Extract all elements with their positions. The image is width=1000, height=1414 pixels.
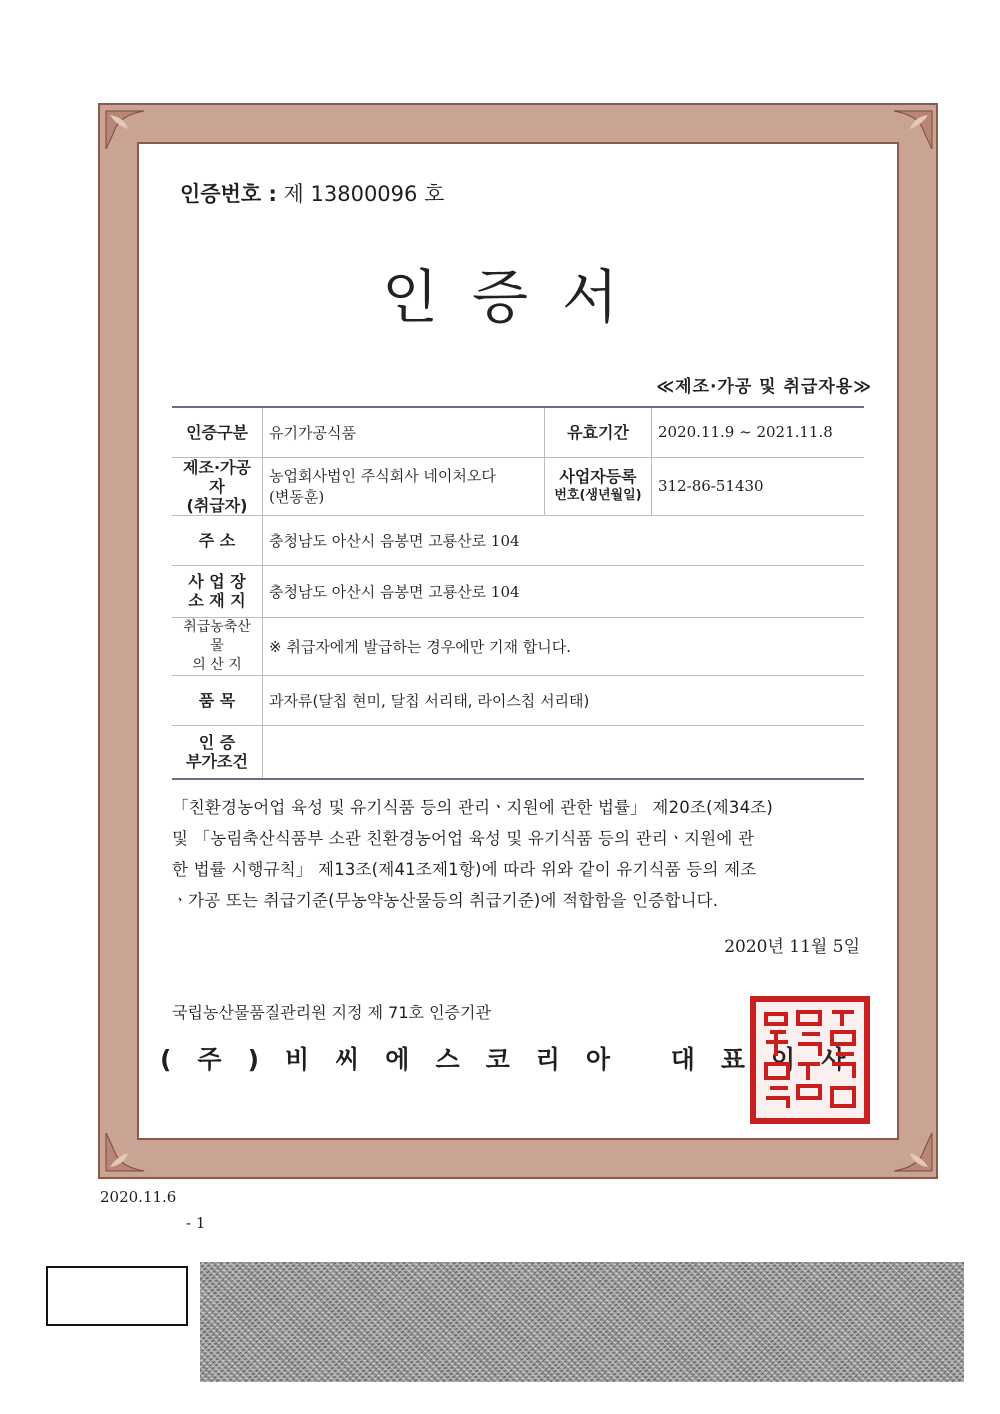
statement-line: 및 「농림축산식품부 소관 친환경농어업 육성 및 유기식품 등의 관리ㆍ지원에 관: [172, 829, 755, 848]
origin-value: ※ 취급자에게 발급하는 경우에만 기재 합니다.: [269, 637, 571, 656]
bizno-value: 312-86-51430: [658, 477, 764, 495]
certificate-number-value: 제 13800096 호: [283, 182, 445, 206]
table-row: [172, 675, 864, 725]
table-row: [172, 457, 864, 515]
maker-label-line: (취급자): [186, 495, 248, 515]
category-value: 유기가공식품: [269, 423, 356, 442]
statement-line: 한 법률 시행규칙」 제13조(제41조제1항)에 따라 위와 같이 유기식품 등의 제조: [172, 860, 757, 879]
statement-line: ㆍ가공 또는 취급기준(무농약농산물등의 취급기준)에 적합함을 인증합니다.: [172, 891, 719, 910]
company-representative: (주)비씨에스코리아 대표이사: [160, 1045, 872, 1074]
certification-statement: [172, 792, 872, 916]
condition-label: [172, 725, 263, 779]
official-seal-icon: [750, 996, 870, 1124]
validity-value: 2020.11.9 ~ 2021.11.8: [658, 423, 833, 442]
certificate-info-table: [172, 406, 864, 780]
certifying-agency: 국립농산물품질관리원 지정 제 71호 인증기관: [172, 1003, 491, 1022]
table-row: [172, 725, 864, 779]
maker-label: [172, 457, 263, 515]
validity-label: 유효기간: [545, 407, 652, 457]
corner-ornament-icon: [890, 107, 936, 153]
table-row: [172, 407, 864, 457]
category-label: 인증구분: [172, 407, 263, 457]
condition-value: [263, 725, 865, 779]
certificate-number-label: 인증번호 :: [180, 182, 277, 206]
site-label-line: 소 재 지: [188, 591, 246, 610]
certificate-number: [180, 178, 444, 208]
site-label-line: 사 업 장: [188, 572, 246, 591]
table-row: [172, 617, 864, 675]
origin-label-line: 취급농축산물: [183, 618, 251, 654]
maker-value: [263, 457, 545, 515]
origin-label: [172, 617, 263, 675]
blank-box: [46, 1266, 188, 1326]
maker-value-line: (변동훈): [269, 488, 325, 506]
statement-line: 「친환경농어업 육성 및 유기식품 등의 관리ㆍ지원에 관한 법률」 제20조(제34조): [172, 798, 774, 817]
print-date: 2020.11.6: [100, 1188, 177, 1206]
document-title: 인증서: [381, 263, 653, 331]
condition-label-line: 인 증: [198, 732, 236, 752]
maker-label-line: 제조·가공자: [183, 457, 251, 496]
table-row: [172, 565, 864, 617]
table-row: [172, 515, 864, 565]
bizno-label-line: 사업자등록: [559, 467, 637, 486]
address-label: 주 소: [172, 515, 263, 565]
corner-ornament-icon: [102, 1129, 148, 1175]
bizno-label-line: 번호(생년월일): [554, 488, 642, 503]
page-number: - 1: [186, 1214, 206, 1232]
issue-date: 2020년 11월 5일: [724, 937, 860, 957]
site-value: 충청남도 아산시 음봉면 고룡산로 104: [269, 582, 520, 601]
security-pattern-band: [200, 1262, 964, 1382]
address-value: 충청남도 아산시 음봉면 고룡산로 104: [269, 531, 520, 550]
item-value: 과자류(달칩 현미, 달칩 서리태, 라이스칩 서리태): [269, 691, 590, 710]
corner-ornament-icon: [890, 1129, 936, 1175]
condition-label-line: 부가조건: [186, 751, 248, 771]
corner-ornament-icon: [102, 107, 148, 153]
maker-value-line: 농업회사법인 주식회사 네이처오다: [269, 467, 496, 485]
usage-note: ≪제조·가공 및 취급자용≫: [656, 377, 872, 397]
item-label: 품 목: [172, 675, 263, 725]
site-label: [172, 565, 263, 617]
origin-label-line: 의 산 지: [192, 656, 242, 673]
bizno-label: [545, 457, 652, 515]
